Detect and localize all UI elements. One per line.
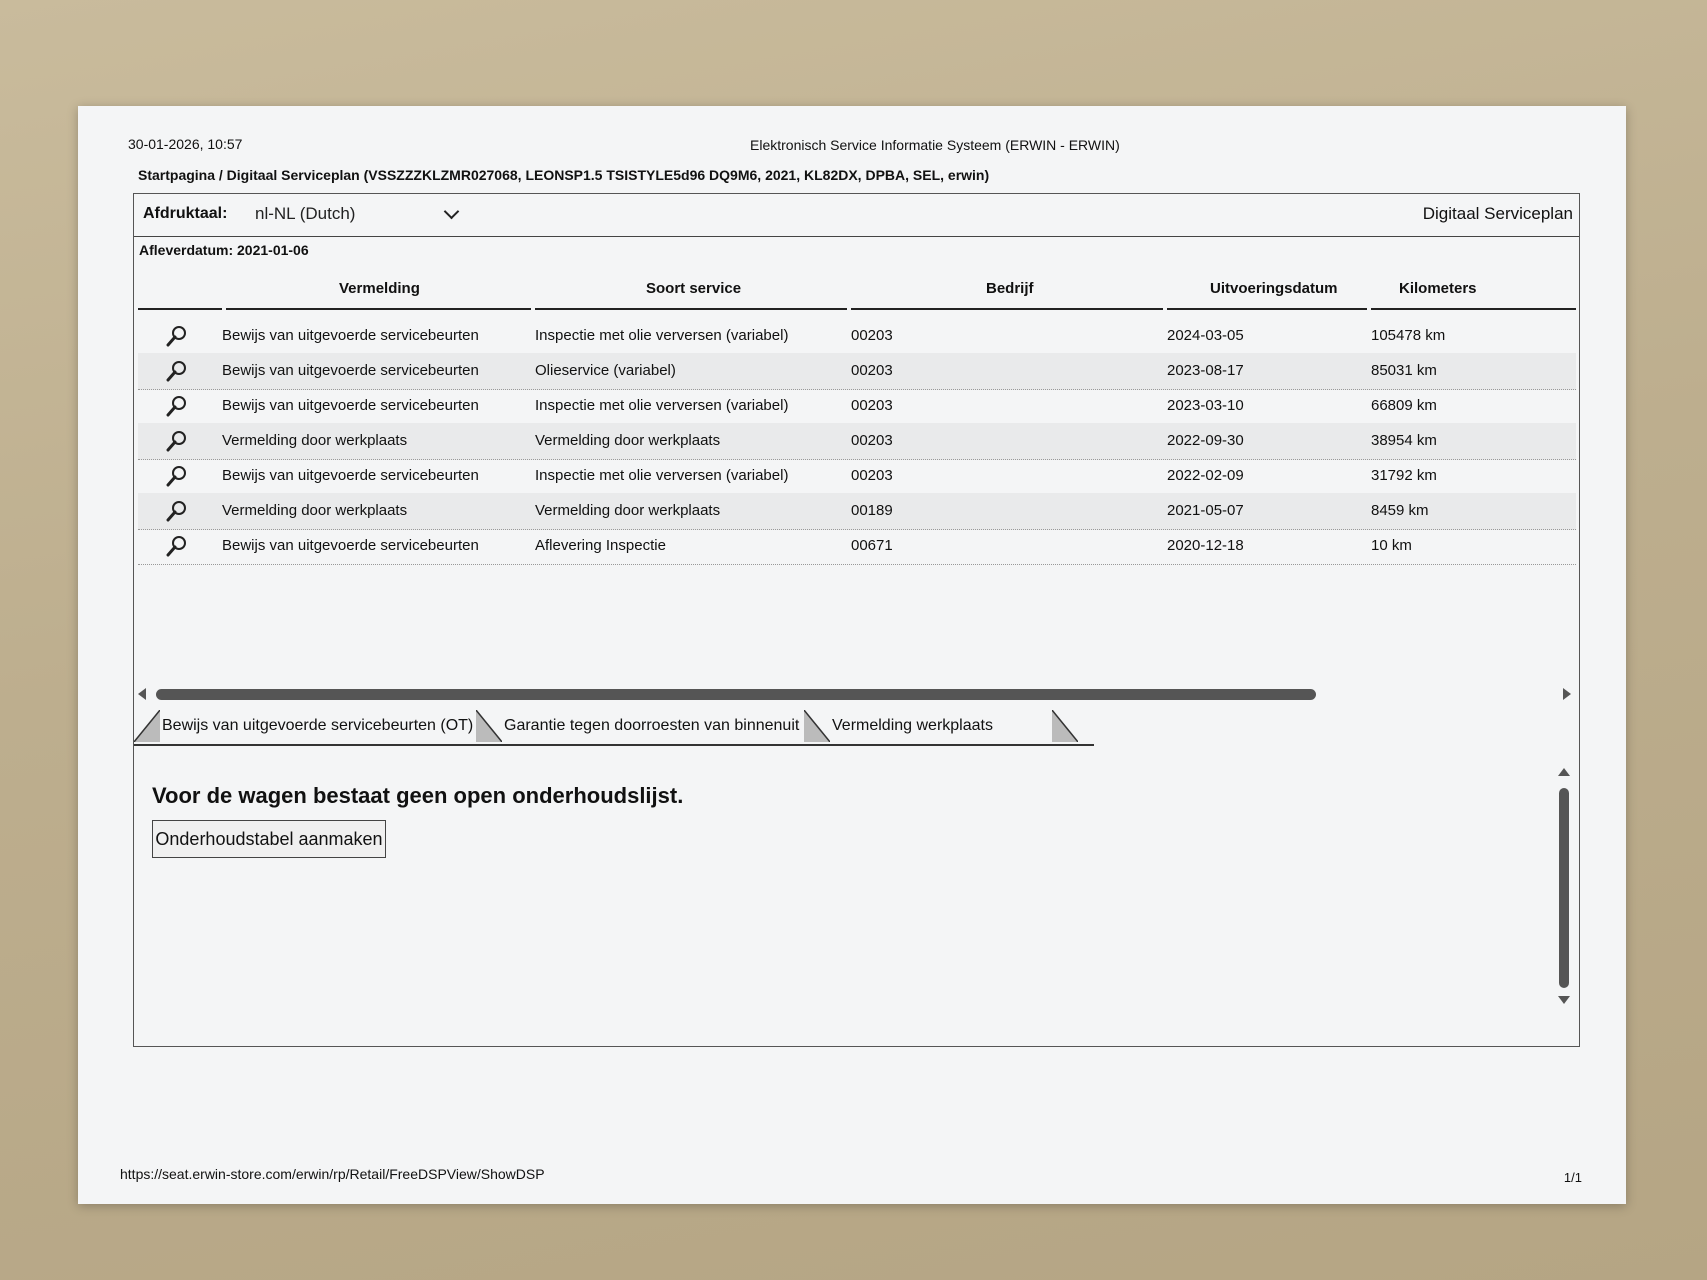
column-header-uitvoeringsdatum: Uitvoeringsdatum bbox=[1210, 280, 1338, 297]
tab-vermelding-werkplaats[interactable] bbox=[804, 710, 1044, 742]
table-row bbox=[138, 353, 1576, 390]
table-row bbox=[138, 423, 1576, 460]
cell-vermelding: Bewijs van uitgevoerde servicebeurten bbox=[222, 467, 479, 484]
cell-soort-service: Vermelding door werkplaats bbox=[535, 502, 721, 519]
magnifier-icon[interactable] bbox=[166, 535, 188, 557]
magnifier-icon[interactable] bbox=[166, 465, 188, 487]
cell-uitvoeringsdatum: 2024-03-05 bbox=[1167, 327, 1244, 344]
scroll-left-icon[interactable] bbox=[138, 688, 146, 700]
cell-soort-service: Aflevering Inspectie bbox=[535, 537, 666, 554]
page-number: 1/1 bbox=[1563, 1170, 1582, 1185]
tab-content bbox=[134, 746, 1579, 1046]
cell-vermelding: Bewijs van uitgevoerde servicebeurten bbox=[222, 327, 479, 344]
no-maintenance-message: Voor de wagen bestaat geen open onderhoudslijst. bbox=[152, 783, 684, 808]
cell-bedrijf: 00203 bbox=[851, 432, 893, 449]
language-select[interactable]: nl-NL (Dutch) bbox=[255, 204, 356, 223]
create-maintenance-table-button[interactable]: Onderhoudstabel aanmaken bbox=[152, 820, 386, 858]
vertical-scrollbar[interactable] bbox=[1557, 766, 1571, 1006]
cell-uitvoeringsdatum: 2023-03-10 bbox=[1167, 397, 1244, 414]
header-divider bbox=[851, 308, 1163, 310]
tab-label: Garantie tegen doorroesten van binnenuit bbox=[504, 717, 800, 734]
horizontal-scrollbar[interactable] bbox=[134, 684, 1579, 704]
tab-corner-icon bbox=[804, 710, 830, 742]
cell-uitvoeringsdatum: 2020-12-18 bbox=[1167, 537, 1244, 554]
scroll-thumb[interactable] bbox=[1559, 788, 1569, 988]
scroll-thumb[interactable] bbox=[156, 689, 1316, 700]
breadcrumb[interactable]: Startpagina / Digitaal Serviceplan (VSSZZZKLZMR027068, LEONSP1.5 TSISTYLE5d96 DQ9M6, 2021, KL82DX, DPBA, SEL, erwin) bbox=[138, 167, 990, 183]
cell-kilometers: 66809 km bbox=[1371, 397, 1437, 414]
cell-bedrijf: 00203 bbox=[851, 362, 893, 379]
table-row bbox=[138, 493, 1576, 530]
table-row bbox=[138, 458, 1576, 495]
column-header-bedrijf: Bedrijf bbox=[986, 280, 1034, 297]
cell-vermelding: Vermelding door werkplaats bbox=[222, 502, 408, 519]
table-row bbox=[138, 528, 1576, 565]
header-divider bbox=[226, 308, 531, 310]
cell-kilometers: 85031 km bbox=[1371, 362, 1437, 379]
delivery-date: Afleverdatum: 2021-01-06 bbox=[139, 242, 309, 258]
cell-vermelding: Bewijs van uitgevoerde servicebeurten bbox=[222, 362, 479, 379]
print-date: 30-01-2026, 10:57 bbox=[128, 136, 243, 152]
header-divider bbox=[1371, 308, 1576, 310]
header-divider bbox=[535, 308, 847, 310]
tab-corner-icon bbox=[1052, 710, 1078, 742]
cell-kilometers: 38954 km bbox=[1371, 432, 1437, 449]
tab-bar bbox=[134, 710, 1094, 746]
tab-servicebeurten[interactable] bbox=[134, 710, 474, 742]
cell-bedrijf: 00203 bbox=[851, 327, 893, 344]
cell-uitvoeringsdatum: 2023-08-17 bbox=[1167, 362, 1244, 379]
printed-page bbox=[78, 106, 1626, 1204]
header-divider bbox=[138, 308, 222, 310]
toolbar bbox=[134, 194, 1579, 237]
cell-uitvoeringsdatum: 2022-02-09 bbox=[1167, 467, 1244, 484]
cell-soort-service: Inspectie met olie verversen (variabel) bbox=[535, 397, 789, 414]
cell-uitvoeringsdatum: 2022-09-30 bbox=[1167, 432, 1244, 449]
service-plan-frame bbox=[133, 193, 1580, 1047]
cell-vermelding: Bewijs van uitgevoerde servicebeurten bbox=[222, 397, 479, 414]
scroll-down-icon[interactable] bbox=[1558, 996, 1570, 1004]
table-row bbox=[138, 318, 1576, 355]
cell-soort-service: Inspectie met olie verversen (variabel) bbox=[535, 467, 789, 484]
header-divider bbox=[1167, 308, 1367, 310]
column-header-kilometers: Kilometers bbox=[1399, 280, 1477, 297]
tab-label: Vermelding werkplaats bbox=[832, 717, 993, 734]
cell-soort-service: Inspectie met olie verversen (variabel) bbox=[535, 327, 789, 344]
system-title: Elektronisch Service Informatie Systeem (ERWIN - ERWIN) bbox=[750, 137, 1120, 153]
cell-vermelding: Vermelding door werkplaats bbox=[222, 432, 408, 449]
cell-uitvoeringsdatum: 2021-05-07 bbox=[1167, 502, 1244, 519]
magnifier-icon[interactable] bbox=[166, 325, 188, 347]
cell-kilometers: 8459 km bbox=[1371, 502, 1429, 519]
cell-bedrijf: 00189 bbox=[851, 502, 893, 519]
plan-title: Digitaal Serviceplan bbox=[1422, 204, 1573, 223]
tab-corner-icon bbox=[476, 710, 502, 742]
cell-kilometers: 10 km bbox=[1371, 537, 1412, 554]
cell-bedrijf: 00203 bbox=[851, 467, 893, 484]
cell-bedrijf: 00671 bbox=[851, 537, 893, 554]
tab-corner-icon bbox=[134, 710, 160, 742]
column-header-soort-service: Soort service bbox=[646, 280, 742, 297]
scroll-right-icon[interactable] bbox=[1563, 688, 1571, 700]
language-label: Afdruktaal: bbox=[143, 205, 228, 222]
column-header-vermelding: Vermelding bbox=[339, 280, 420, 297]
table-row bbox=[138, 388, 1576, 425]
magnifier-icon[interactable] bbox=[166, 360, 188, 382]
tab-garantie[interactable] bbox=[476, 710, 806, 742]
magnifier-icon[interactable] bbox=[166, 430, 188, 452]
cell-soort-service: Vermelding door werkplaats bbox=[535, 432, 721, 449]
cell-vermelding: Bewijs van uitgevoerde servicebeurten bbox=[222, 537, 479, 554]
service-table bbox=[134, 262, 1579, 682]
magnifier-icon[interactable] bbox=[166, 500, 188, 522]
cell-kilometers: 31792 km bbox=[1371, 467, 1437, 484]
footer-url: https://seat.erwin-store.com/erwin/rp/Retail/FreeDSPView/ShowDSP bbox=[120, 1166, 545, 1182]
magnifier-icon[interactable] bbox=[166, 395, 188, 417]
tab-label: Bewijs van uitgevoerde servicebeurten (OT) bbox=[162, 717, 474, 734]
cell-kilometers: 105478 km bbox=[1371, 327, 1446, 344]
cell-bedrijf: 00203 bbox=[851, 397, 893, 414]
cell-soort-service: Olieservice (variabel) bbox=[535, 362, 676, 379]
scroll-up-icon[interactable] bbox=[1558, 768, 1570, 776]
